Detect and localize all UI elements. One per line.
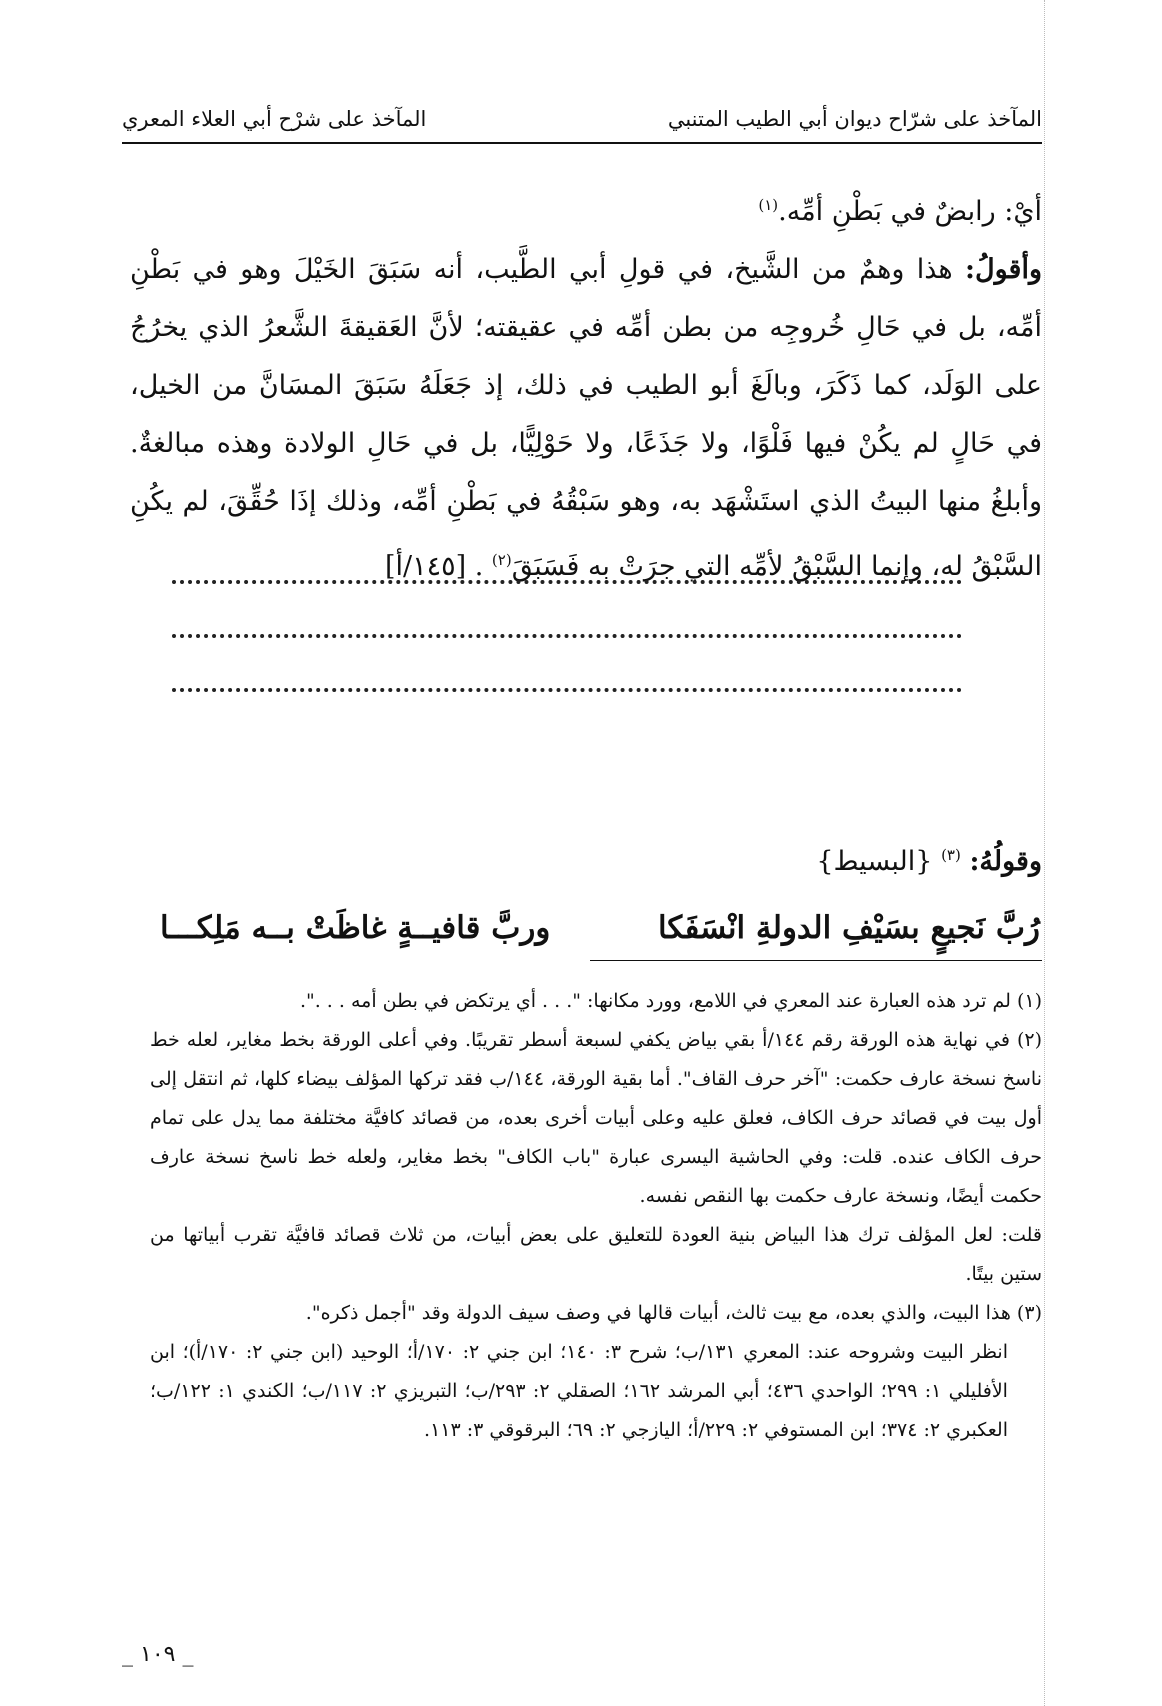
verse-second-hemistich: وربَّ قافيــةٍ غاظَتْ بــه مَلِكـــا [160,910,551,946]
footnote-2: (٢) في نهاية هذه الورقة رقم ١٤٤/أ بقي بياض يكفي لسبعة أسطر تقريبًا. وفي أعلى الورقة بخط مغاير، لعله خط ناسخ نسخة عارف حكمت: "آخر حرف القاف". أما بقية الورقة، ١٤٤/ب فقد تركها المؤلف بيضاء كلها، ثم انتقل إلى أول بيت في قصائد حرف الكاف، فعلق عليه وعلى أبيات أخرى بعده، من قصائد كافيَّة مختلفة مما يدل على تمام حرف الكاف عنده. قلت: وفي الحاشية اليسرى عبارة "باب الكاف" بخط مغاير، ولعله خط ناسخ نسخة عارف حكمت أيضًا، ونسخة عارف حكمت بها النقص نفسه. [150,1029,1042,1207]
footnote-1: (١) لم ترد هذه العبارة عند المعري في اللامع، وورد مكانها: ". . . أي يرتكض في بطن أمه . . .". [299,990,1042,1012]
verse-intro [130,846,1042,877]
folio-marker: . [١٤٥/أ] [384,551,484,582]
verse-intro-word: وقولُهُ: [969,846,1042,877]
poem-verse [160,900,1040,956]
commentary-paragraph [130,241,1042,596]
lacuna-dots-line [172,580,962,584]
verse-meter: {البسيط} [816,846,933,877]
page-number: _ ١٠٩ _ [122,1642,194,1667]
footnote-3: (٣) هذا البيت، والذي بعده، مع بيت ثالث، أبيات قالها في وصف سيف الدولة وقد "أجمل ذكره". [305,1302,1042,1324]
lacuna-dots-line [172,634,962,638]
header-chapter-title: المآخذ على شرْح أبي العلاء المعري [122,107,427,131]
footnotes [150,982,1042,1450]
footnote-ref-3: (٣) [941,846,961,864]
footnote-ref-1: (١) [758,196,779,214]
lacuna-dots-line [172,688,962,692]
verse-first-hemistich: رُبَّ نَجيعٍ بسَيْفِ الدولةِ انْسَفَكا [657,910,1040,946]
main-text [130,176,1042,596]
footnote-ref-2: (٢) [491,551,512,569]
opening-line [130,176,1042,241]
header-rule [122,142,1042,144]
opening-line-text: أيْ: رابضٌ في بَطْنِ أمِّه. [778,196,1042,227]
footnote-2-note: قلت: لعل المؤلف ترك هذا البياض بنية العودة للتعليق على بعض أبيات، من ثلاث قصائد قافيَّة تقرب أبياتها من ستين بيتًا. [150,1224,1042,1285]
footnote-separator [590,960,1042,961]
gutter-line [1044,0,1045,1706]
header-book-title: المآخذ على شرّاح ديوان أبي الطيب المتنبي [667,107,1042,131]
commentary-text: هذا وهمٌ من الشَّيخ، في قولِ أبي الطَّيب، أنه سَبَقَ الخَيْلَ وهو في بَطْنِ أمِّه، بل في حَالِ خُروجِه من بطن أمِّه في عقيقته؛ لأنَّ العَقيقةَ الشَّعرُ الذي يخرُجُ على الوَلَد، كما ذَكَرَ، وبالَغَ أبو الطيب في ذلك، إذ جَعَلَهُ سَبَقَ المسَانَّ من الخيل، في حَالٍ لم يكُنْ فيها فَلْوًا، ولا جَذَعًا، ولا حَوْلِيًّا، بل في حَالِ الولادة وهذه مبالغةٌ. وأبلغُ منها البيتُ الذي استَشْهَد به، وهو سَبْقُهُ في بَطْنِ أمِّه، وذلك إذَا حُقِّقَ، لم يكُنِ السَّبْقُ له، وإنما السَّبْقُ لأمِّه التي جرَتْ به فَسَبَقَ [130,254,1042,582]
running-header [122,100,1042,138]
commentary-lead-word: وأقولُ: [965,254,1042,285]
footnote-3-sources: انظر البيت وشروحه عند: المعري ١٣١/ب؛ شرح ٣: ١٤٠؛ ابن جني ٢: ١٧٠/أ؛ الوحيد (ابن جني ٢: ١٧٠/أ)؛ ابن الأفليلي ١: ٢٩٩؛ الواحدي ٤٣٦؛ أبي المرشد ١٦٢؛ الصقلي ٢: ٢٩٣/ب؛ التبريزي ٢: ١١٧/ب؛ الكندي ١: ١٢٢/ب؛ العكبري ٢: ٣٧٤؛ ابن المستوفي ٢: ٢٢٩/أ؛ اليازجي ٢: ٦٩؛ البرقوقي ٣: ١١٣. [150,1341,1008,1441]
